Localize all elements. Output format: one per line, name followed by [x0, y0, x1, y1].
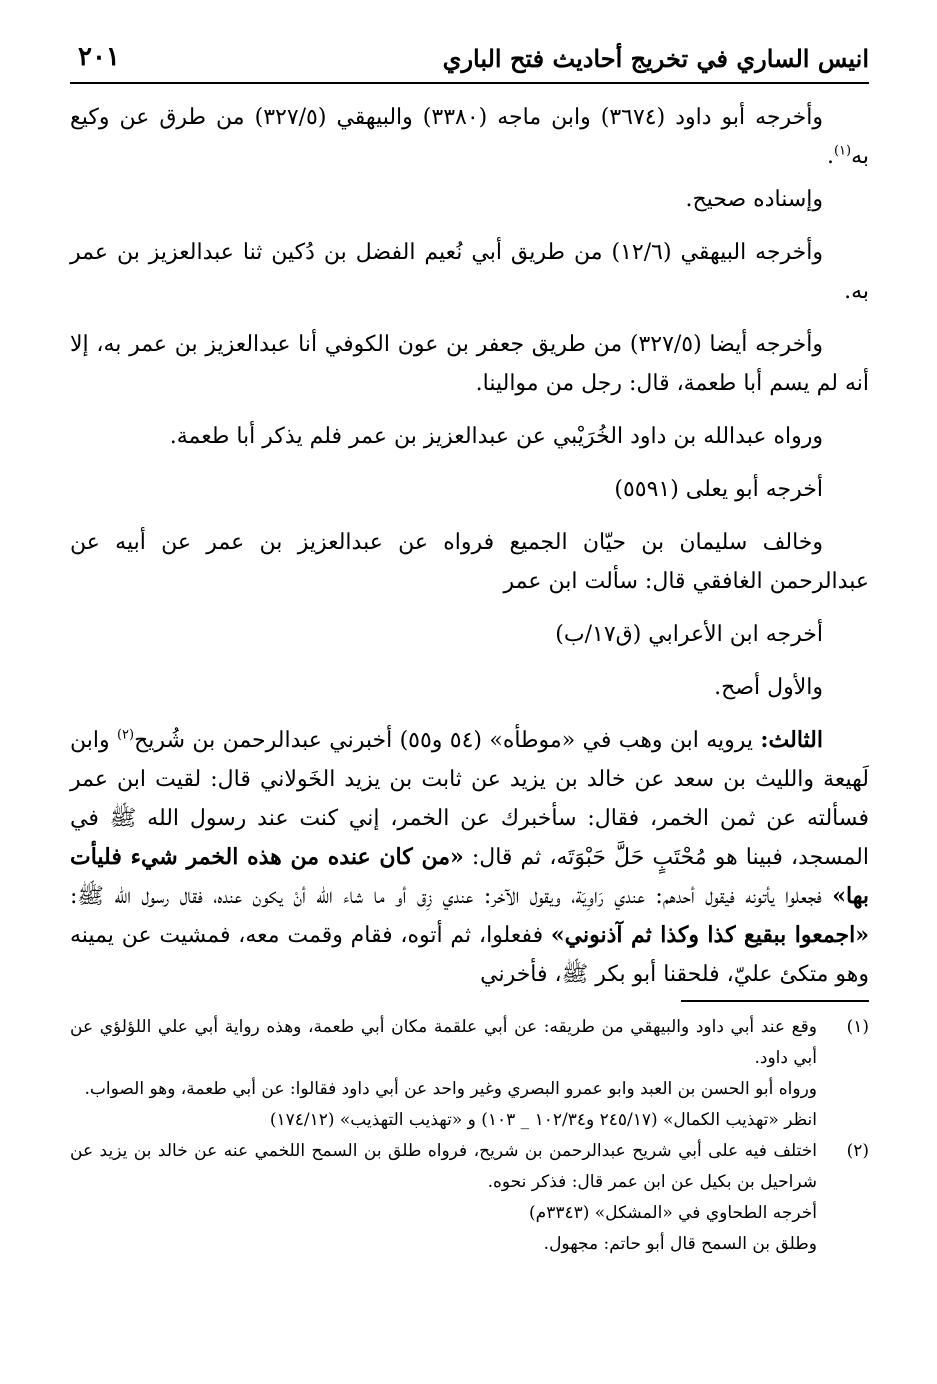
paragraph [70, 98, 869, 176]
footnote-line: اختلف فيه على أبي شريح عبدالرحمن بن شريح، فرواه طلق بن السمح اللخمي عنه عن خالد بن يزيد عن شراحيل بن بكيل عن ابن عمر قال: فذكر نحوه. [70, 1141, 817, 1192]
hadith-quote: «من كان عنده من هذه الخمر شيء فليأت بها» [70, 844, 869, 909]
text-run: . [826, 144, 834, 169]
footnote-ref: (٢) [116, 727, 135, 743]
text-run: فجعلوا يأتونه فيقول أحدهم: عندي رَاوِيَة، ويقول الآخر: عندي زِق أو ما شاء الله أنْ يكون عنده، فقال رسول الله ﷺ: [70, 884, 833, 909]
paragraph: أخرجه أبو يعلى (٥٥٩١) [614, 477, 823, 502]
paragraph [70, 721, 869, 994]
footnote-separator [681, 1000, 869, 1002]
footnote-line: وقع عند أبي داود والبيهقي من طريقه: عن أبي علقمة مكان أبي طعمة، وهذه رواية أبي علي اللؤلؤي عن أبي داود. [70, 1017, 817, 1068]
text-run: ففعلوا، ثم أتوه، فقام وقمت معه، فمشيت عن يمينه وهو متكئ عليّ، فلحقنا أبو بكر ﷺ، فأخرني [70, 923, 869, 987]
paragraph: وأخرجه أيضا (٣٢٧/٥) من طريق جعفر بن عون الكوفي أنا عبدالعزيز بن عمر به، إلا أنه لم يسم أبا طعمة، قال: رجل من موالينا. [70, 332, 869, 396]
footnote-number: (١) [846, 1017, 869, 1037]
footnote [70, 1136, 869, 1260]
page-header [70, 36, 869, 84]
footnote-line: ورواه أبو الحسن بن العبد وابو عمرو البصري وغير واحد عن أبي داود فقالوا: عن أبي طعمة، وهو الصواب. [84, 1079, 817, 1099]
footnote-ref: (١) [833, 143, 852, 159]
paragraph: وإسناده صحيح. [685, 187, 823, 212]
footnote [70, 1012, 869, 1136]
paragraph: والأول أصح. [714, 675, 823, 700]
footnote-line: أخرجه الطحاوي في «المشكل» (٣٣٤٣م) [529, 1203, 817, 1223]
page-number: ٢٠١ [78, 42, 120, 72]
footnote-number: (٢) [846, 1141, 869, 1161]
paragraph: وأخرجه البيهقي (١٢/٦) من طريق أبي نُعيم الفضل بن دُكين ثنا عبدالعزيز بن عمر به. [70, 240, 869, 304]
text-run: يرويه ابن وهب في «موطأه» (٥٤ و٥٥) أخبرني عبدالرحمن بن شُريح [134, 728, 761, 753]
footnotes [70, 1012, 869, 1260]
paragraph: ورواه عبدالله بن داود الخُرَيْبي عن عبدالعزيز بن عمر فلم يذكر أبا طعمة. [169, 424, 823, 449]
paragraph: وخالف سليمان بن حيّان الجميع فرواه عن عبدالعزيز بن عمر عن أبيه عن عبدالرحمن الغافقي قال: سألت ابن عمر [70, 530, 869, 594]
book-title: انيس الساري في تخريج أحاديث فتح الباري [442, 44, 869, 73]
main-text [70, 98, 869, 1008]
hadith-quote: «اجمعوا ببقيع كذا وكذا ثم آذنوني» [550, 922, 869, 948]
section-label: الثالث: [760, 727, 823, 753]
text-run: وأخرجه أبو داود (٣٦٧٤) وابن ماجه (٣٣٨٠) والبيهقي (٣٢٧/٥) من طرق عن وكيع به [70, 105, 869, 169]
footnote-line: وطلق بن السمح قال أبو حاتم: مجهول. [543, 1234, 817, 1254]
text-run: وابن لَهيعة والليث بن سعد عن خالد بن يزيد عن ثابت بن يزيد الخَولاني قال: لقيت ابن عمر فسألته عن ثمن الخمر، فقال: سأخبرك عن الخمر، إني كنت عند رسول الله ﷺ في المسجد، فبينا هو مُحْتَبٍ حَلَّ حَبْوَتَه، ثم قال: [70, 728, 869, 870]
footnote-line: انظر «تهذيب الكمال» (٢٤٥/١٧ و١٠٢/٣٤ _ ١٠٣) و «تهذيب التهذيب» (١٧٤/١٢) [269, 1110, 817, 1130]
paragraph: أخرجه ابن الأعرابي (ق١٧/ب) [555, 622, 823, 647]
